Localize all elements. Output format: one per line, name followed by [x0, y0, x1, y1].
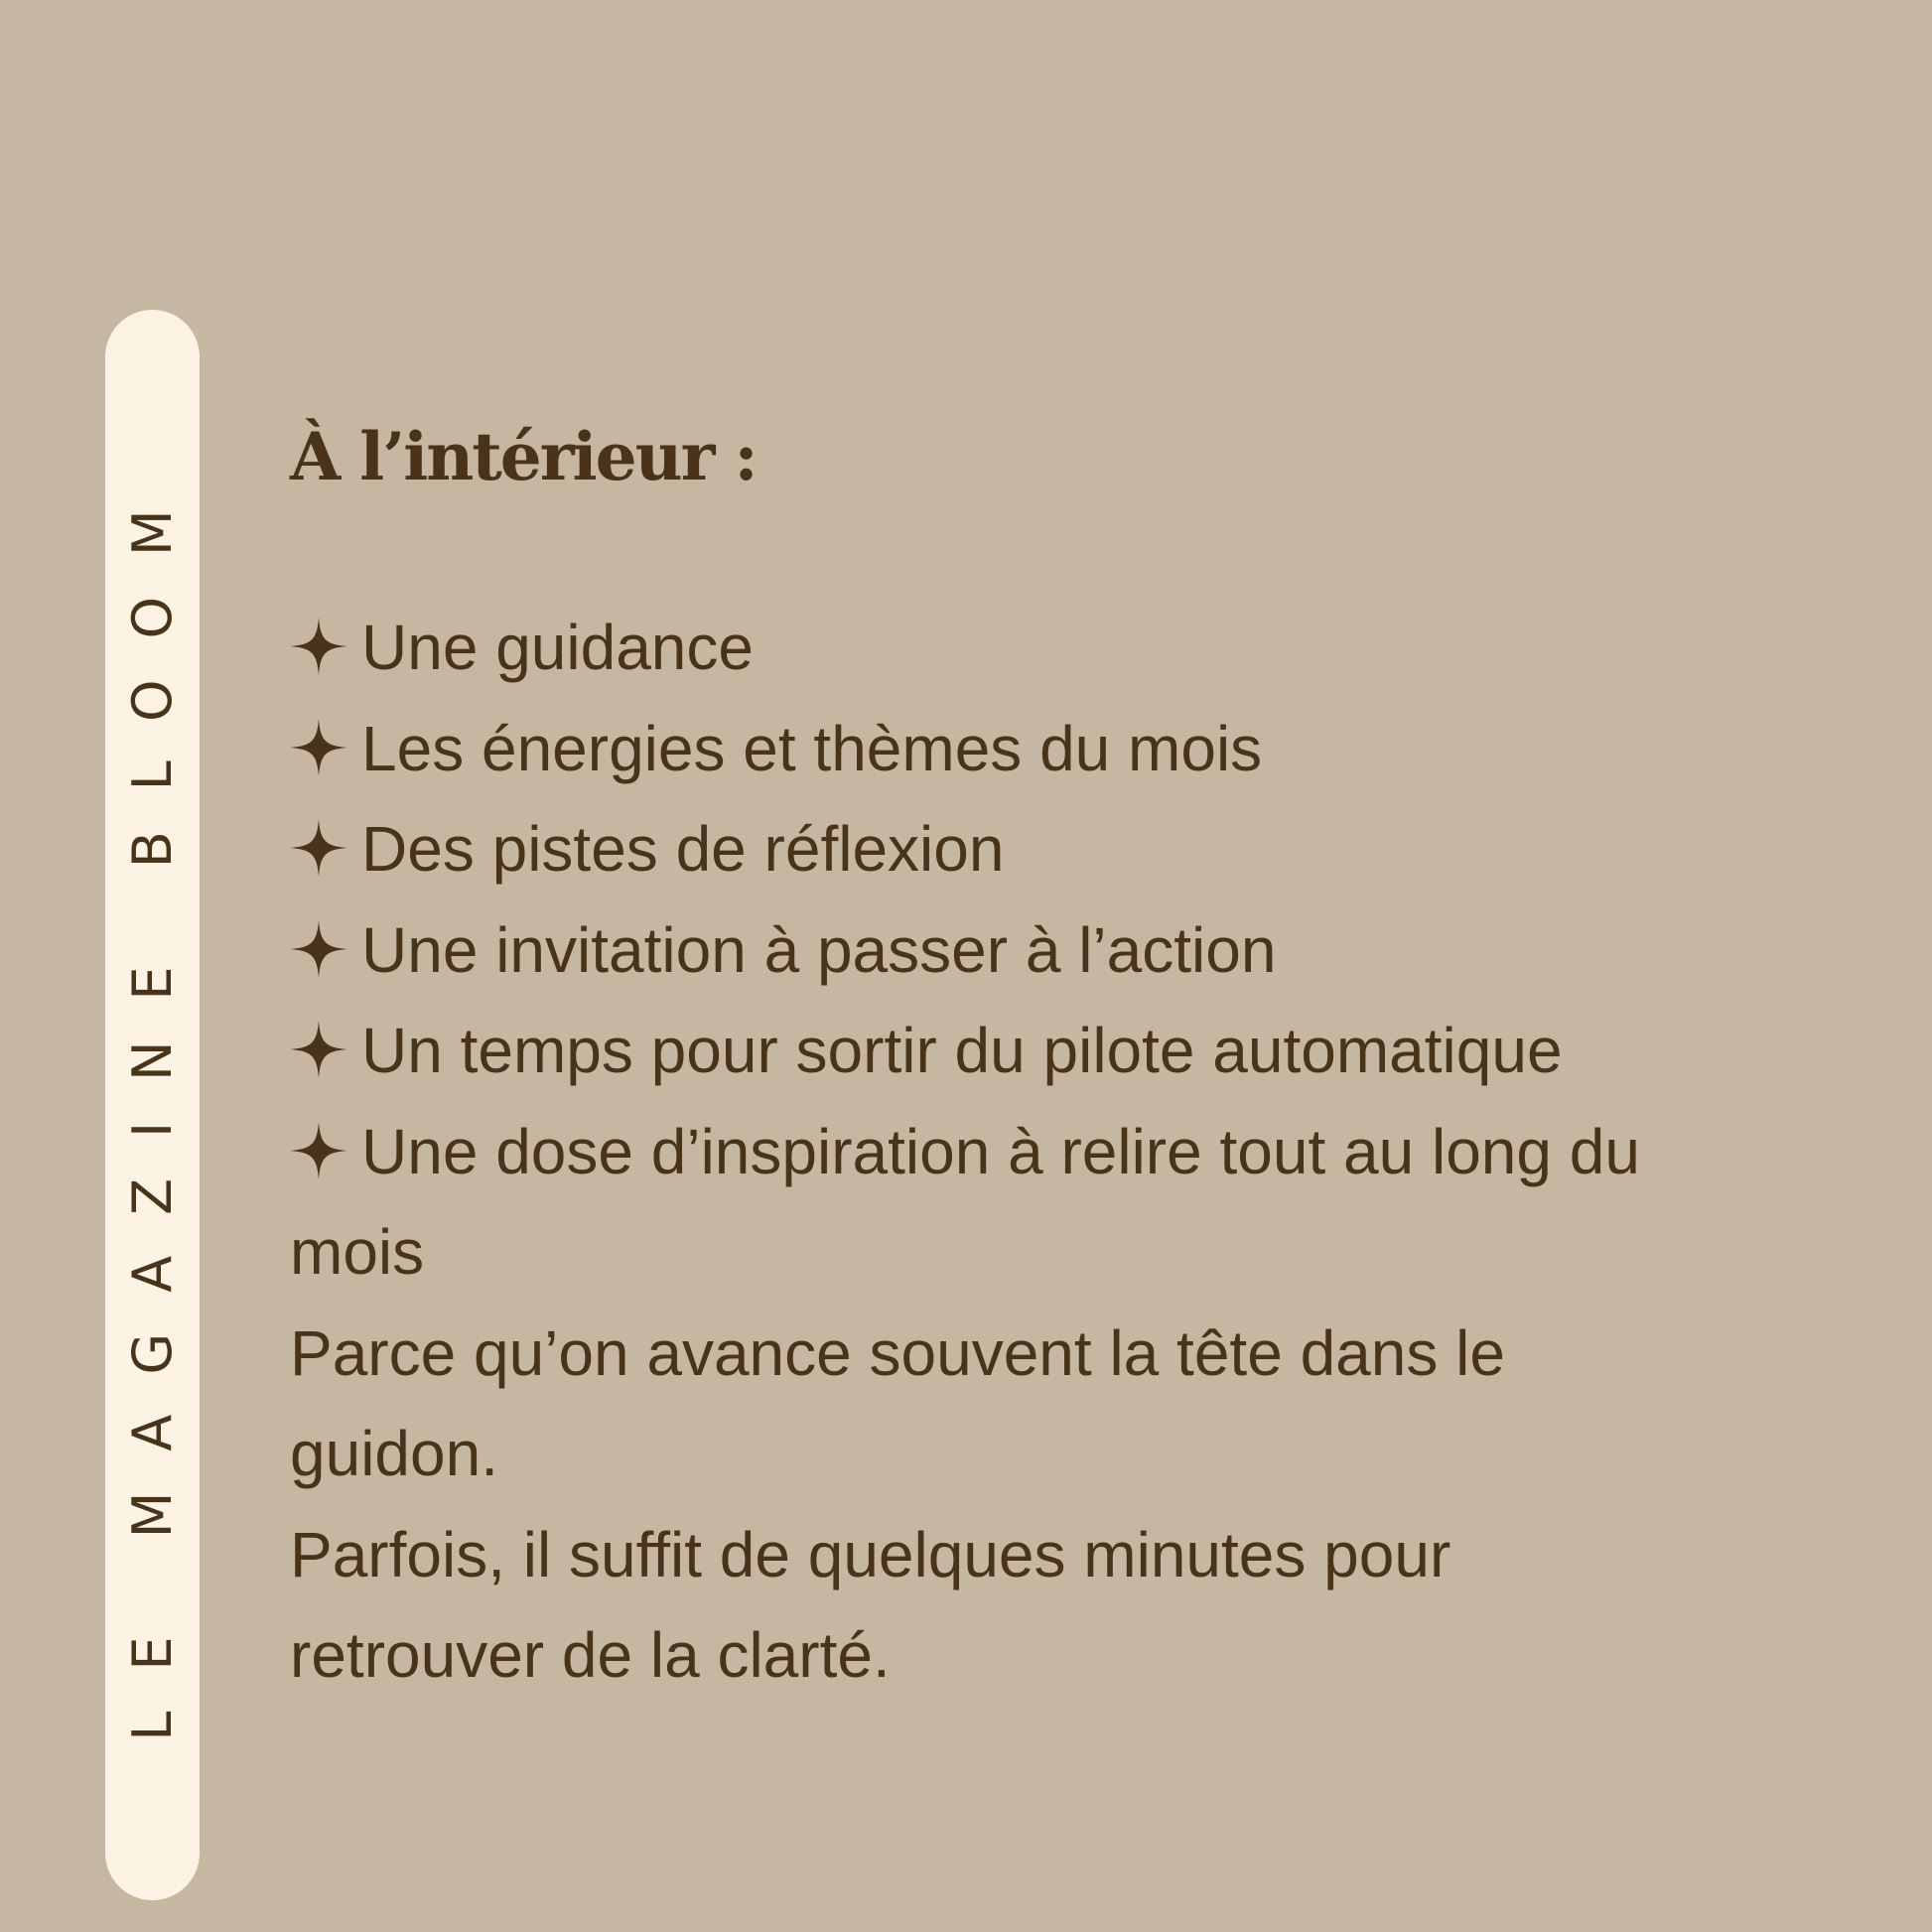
list-item — [290, 1001, 1839, 1102]
content-block — [290, 407, 1839, 1707]
list-item — [290, 1102, 1839, 1203]
list-item-text: Des pistes de réflexion — [361, 813, 1005, 885]
star-icon — [290, 719, 347, 776]
list-item — [290, 900, 1839, 1002]
list-item-text: Les énergies et thèmes du mois — [361, 712, 1263, 784]
list-item-text: Une invitation à passer à l’action — [361, 913, 1277, 986]
list-item — [290, 598, 1839, 699]
paragraph-line: retrouver de la clarté. — [290, 1619, 891, 1691]
content-list — [290, 598, 1839, 1707]
star-icon — [290, 618, 347, 675]
magazine-name-label: LE MAGAZINE BLOOM — [120, 469, 184, 1741]
paragraph-line: Parfois, il suffit de quelques minutes pour — [290, 1518, 1451, 1590]
paragraph-line: guidon. — [290, 1418, 498, 1489]
star-icon — [290, 1021, 347, 1078]
side-label-pill — [105, 310, 200, 1900]
list-item-text: Une guidance — [361, 612, 754, 683]
star-icon — [290, 1122, 347, 1179]
list-item — [290, 799, 1839, 900]
section-heading: À l’intérieur : — [290, 418, 757, 495]
star-icon — [290, 920, 347, 978]
list-item-continuation: mois — [290, 1216, 425, 1288]
list-item-text: Un temps pour sortir du pilote automatique — [361, 1015, 1563, 1086]
star-icon — [290, 819, 347, 877]
paragraph-line: Parce qu’on avance souvent la tête dans le — [290, 1316, 1505, 1389]
list-item — [290, 699, 1839, 800]
list-item-text: Une dose d’inspiration à relire tout au long du — [361, 1115, 1640, 1187]
